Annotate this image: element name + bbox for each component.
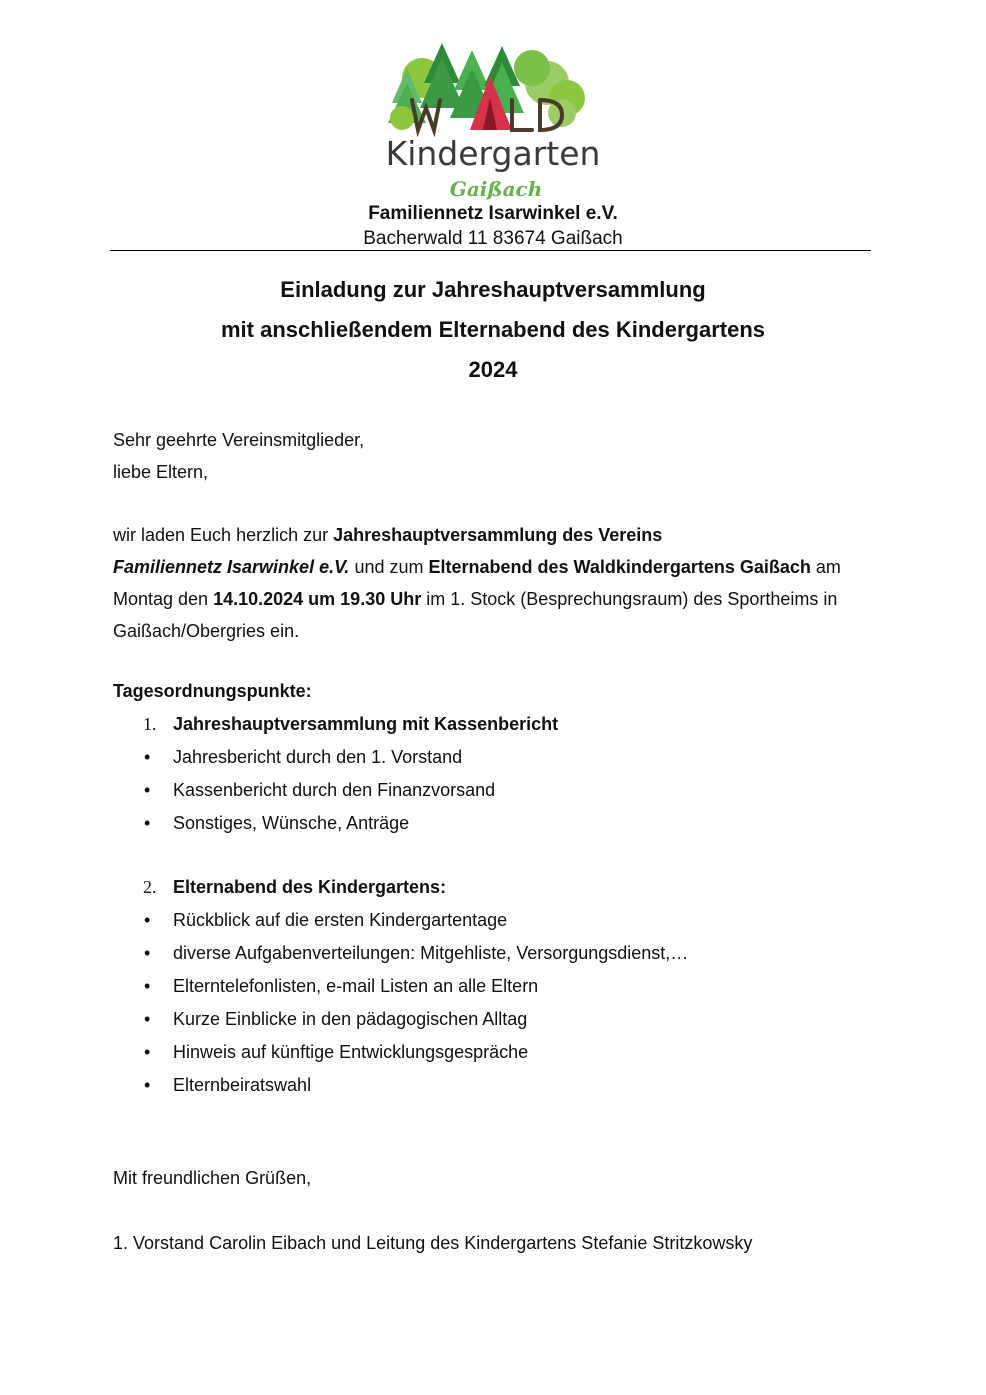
bullet-icon: •	[144, 780, 151, 800]
bullet-icon: •	[144, 1009, 151, 1029]
list-item-text: diverse Aufgabenverteilungen: Mitgehliste, Versorgungsdienst,…	[173, 943, 689, 963]
logo-subtitle: Gaißach	[449, 177, 543, 201]
intro-text-1: wir laden Euch herzlich zur	[113, 525, 334, 545]
intro-paragraph	[113, 519, 873, 647]
list-item-text: Sonstiges, Wünsche, Anträge	[173, 813, 410, 833]
salutation-line-1: Sehr geehrte Vereinsmitglieder,	[113, 430, 365, 450]
section-title: Elternabend des Kindergartens:	[173, 877, 447, 897]
logo-wordmark: Kindergarten	[385, 134, 601, 173]
list-item-text: Elterntelefonlisten, e-mail Listen an alle Eltern	[173, 976, 539, 996]
list-item-text: Kurze Einblicke in den pädagogischen Alltag	[173, 1009, 528, 1029]
header-divider	[110, 250, 871, 251]
list-item-text: Kassenbericht durch den Finanzvorsand	[173, 780, 496, 800]
intro-bold-meeting: Jahreshauptversammlung des Vereins	[333, 525, 663, 545]
intro-text-2: und zum	[349, 557, 429, 577]
list-item-text: Hinweis auf künftige Entwicklungsgespräche	[173, 1042, 529, 1062]
section-title: Jahreshauptversammlung mit Kassenbericht	[173, 714, 559, 734]
section-number: 1.	[143, 714, 157, 734]
salutation-line-2: liebe Eltern,	[113, 462, 209, 482]
intro-bold-date: 14.10.2024 um 19.30 Uhr	[213, 589, 422, 609]
list-item-text: Rückblick auf die ersten Kindergartentage	[173, 910, 508, 930]
section-number: 2.	[143, 877, 157, 897]
intro-text-4: im 1. Stock (Besprechungsraum) des Sportheims in Gaißach/Obergries ein.	[113, 589, 838, 641]
list-item-text: Jahresbericht durch den 1. Vorstand	[173, 747, 463, 767]
bullet-icon: •	[144, 976, 151, 996]
intro-bold-elternabend: Elternabend des Waldkindergartens Gaißach	[428, 557, 811, 577]
bullet-icon: •	[144, 747, 151, 767]
intro-org-name: Familiennetz Isarwinkel e.V.	[113, 557, 350, 577]
kindergarten-logo	[362, 38, 624, 204]
bullet-icon: •	[144, 943, 151, 963]
bullet-icon: •	[144, 813, 151, 833]
title-year: 2024	[468, 357, 518, 382]
signature: 1. Vorstand Carolin Eibach und Leitung des Kindergartens Stefanie Stritzkowsky	[113, 1233, 753, 1253]
agenda-heading: Tagesordnungspunkte:	[113, 681, 312, 701]
tree-logo-icon	[362, 38, 624, 204]
org-name: Familiennetz Isarwinkel e.V.	[368, 203, 618, 224]
bullet-icon: •	[144, 1075, 151, 1095]
salutation	[113, 424, 873, 488]
bullet-icon: •	[144, 910, 151, 930]
intro-text-3: am Montag den	[113, 557, 841, 609]
list-item-text: Elternbeiratswahl	[173, 1075, 312, 1095]
closing: Mit freundlichen Grüßen,	[113, 1168, 312, 1188]
title-line-2: mit anschließendem Elternabend des Kindergartens	[220, 317, 766, 342]
org-address: Bacherwald 11 83674 Gaißach	[363, 228, 623, 249]
bullet-icon: •	[144, 1042, 151, 1062]
title-line-1: Einladung zur Jahreshauptversammlung	[280, 277, 706, 302]
